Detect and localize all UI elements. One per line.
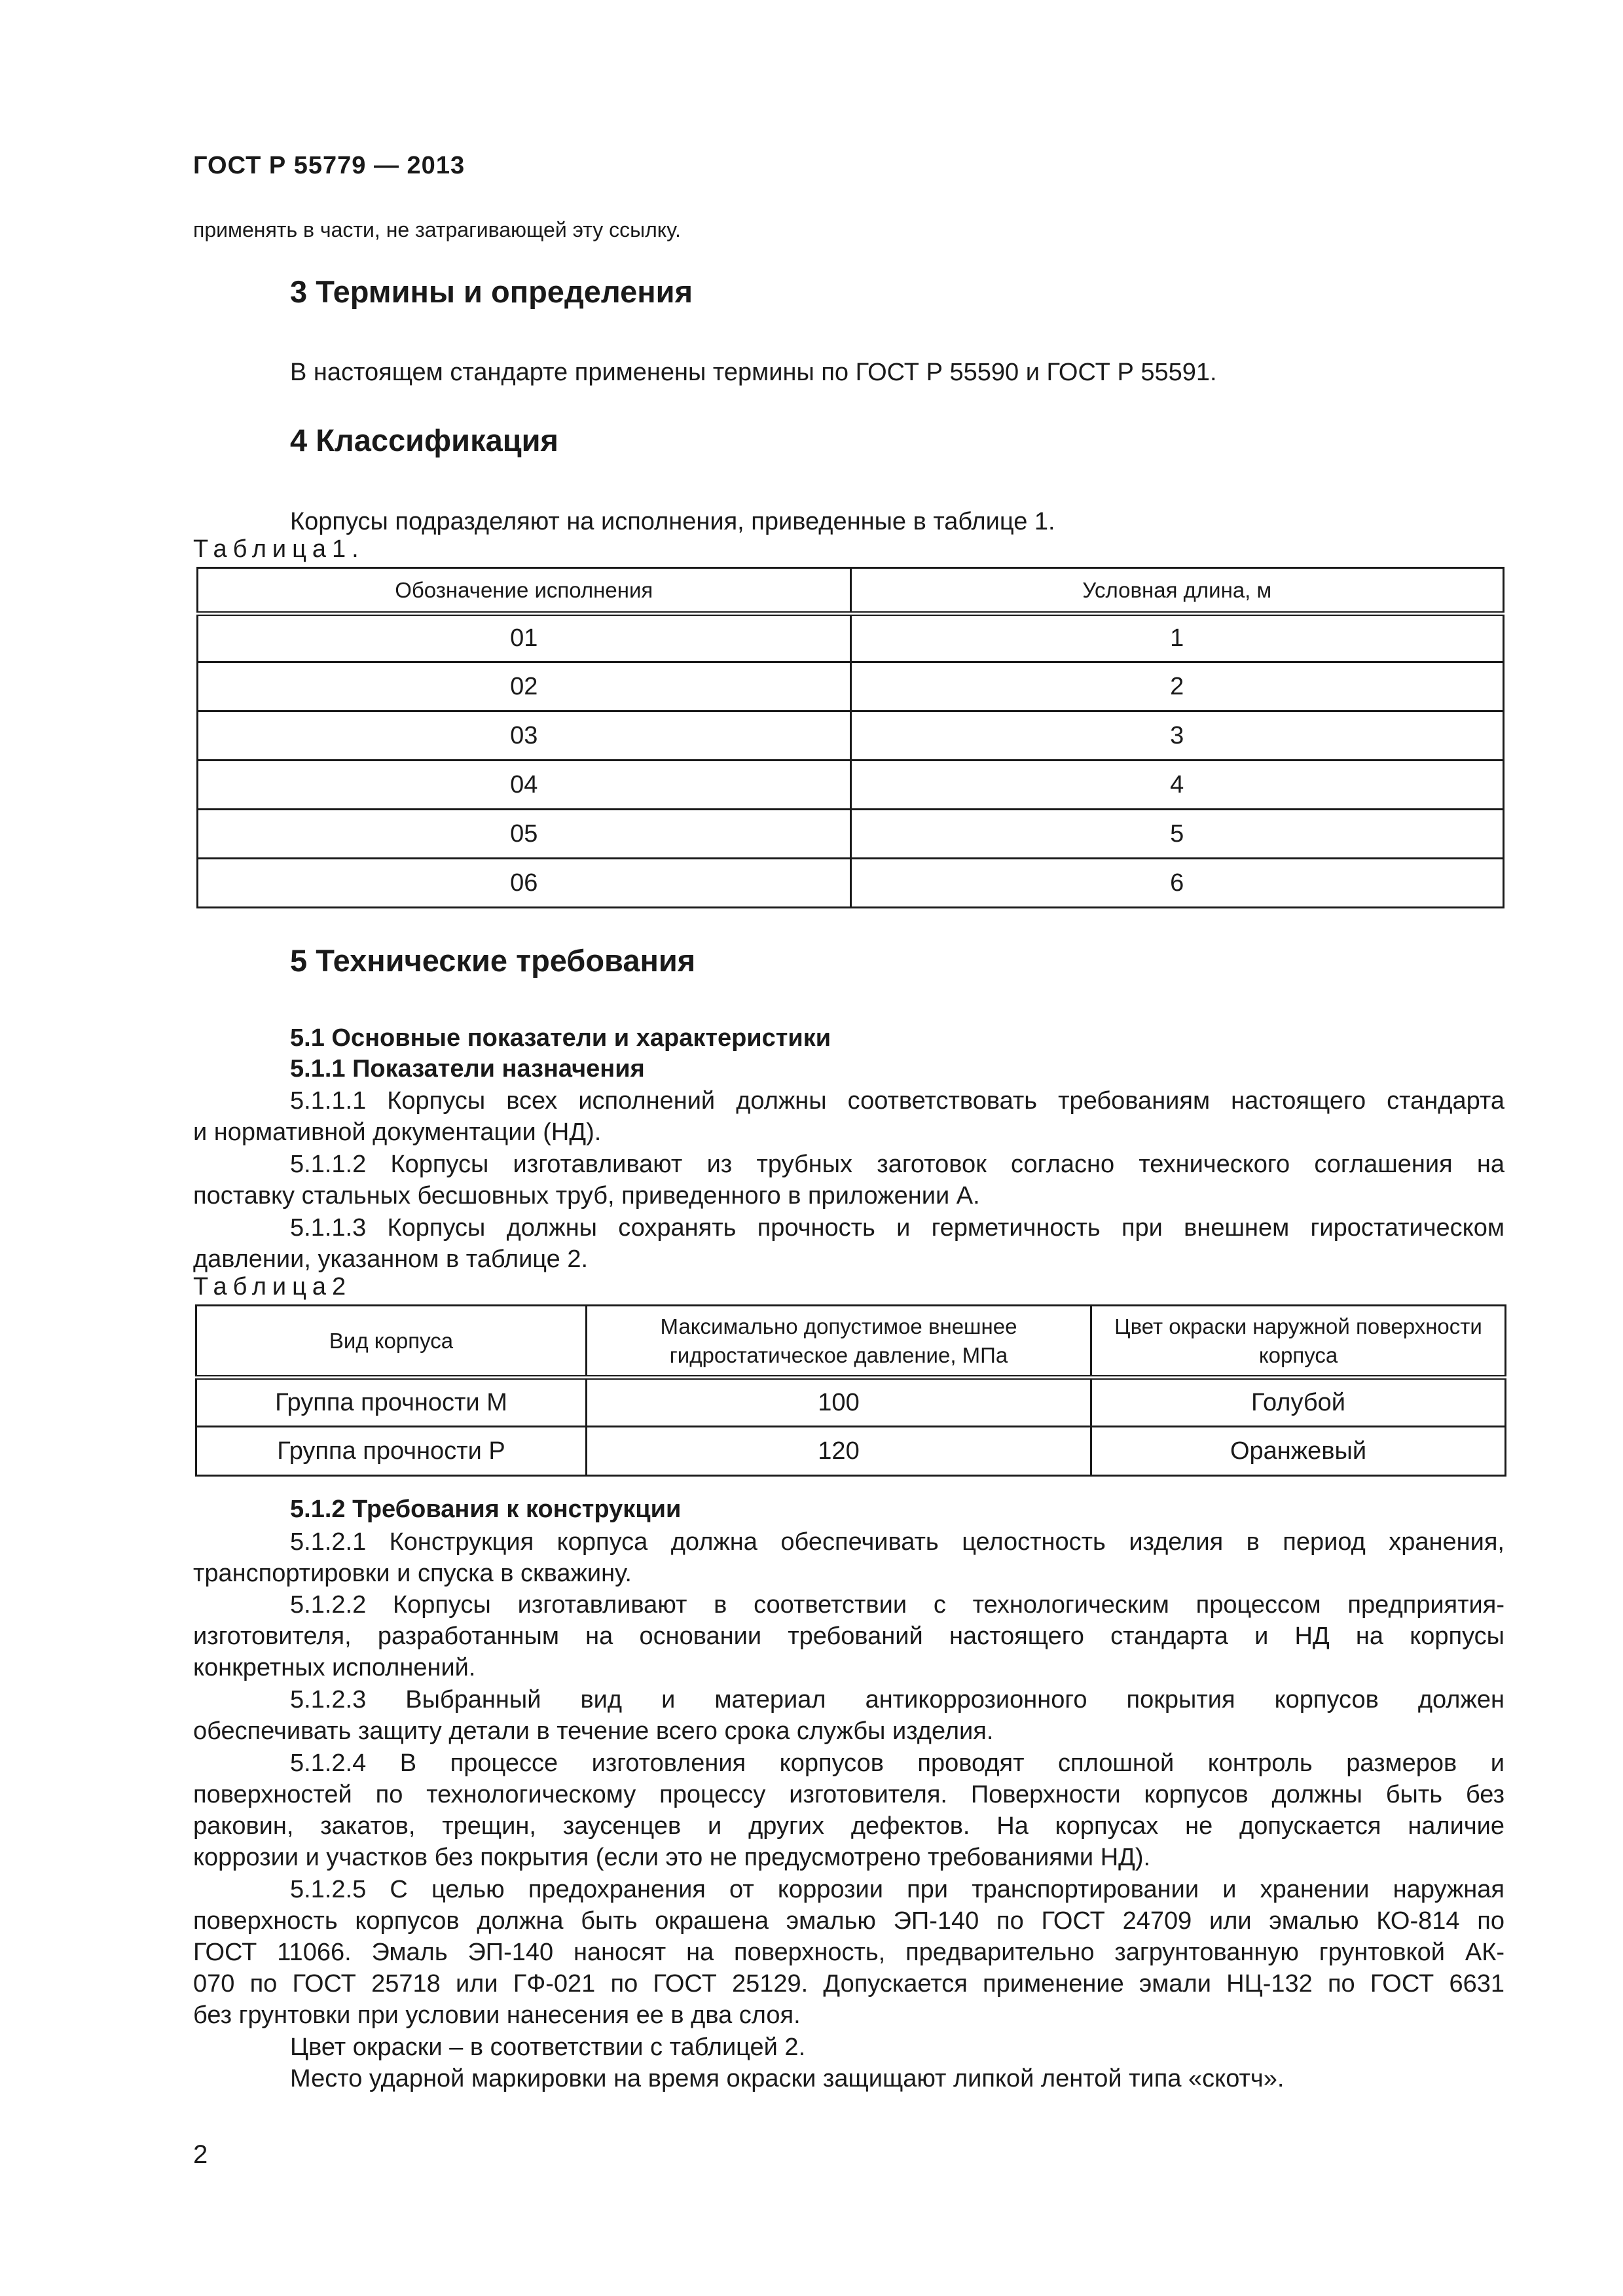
table-1-header-cell: Условная длина, м — [850, 568, 1504, 614]
paragraph-line: поставку стальных бесшовных труб, приведенного в приложении А. — [193, 1182, 980, 1210]
paragraph-line: изготовителя, разработанным на основании требований настоящего стандарта и НД на корпусы — [193, 1623, 1504, 1650]
paragraph-line: 5.1.2.1 Конструкция корпуса должна обеспечивать целостность изделия в период хранения, — [290, 1528, 1504, 1556]
table-cell: 100 — [587, 1378, 1091, 1427]
section-5-1-title: 5.1 Основные показатели и характеристики — [290, 1024, 831, 1052]
paragraph-line: 5.1.1.2 Корпусы изготавливают из трубных заготовок согласно технического соглашения на — [290, 1151, 1504, 1178]
paragraph-line: 5.1.2.4 В процессе изготовления корпусов проводят сплошной контроль размеров и — [290, 1749, 1504, 1777]
paragraph-line: давлении, указанном в таблице 2. — [193, 1246, 589, 1273]
table-2 — [195, 1304, 1506, 1477]
paragraph-line: 5.1.1.3 Корпусы должны сохранять прочность и герметичность при внешнем гиростатическом — [290, 1214, 1504, 1242]
table-cell: 6 — [850, 859, 1504, 908]
paragraph-line: и нормативной документации (НД). — [193, 1119, 602, 1146]
paragraph-line: 5.1.2.3 Выбранный вид и материал антикоррозионного покрытия корпусов должен — [290, 1686, 1504, 1713]
table-cell: Группа прочности Р — [196, 1427, 587, 1476]
section-4-title: 4 Классификация — [290, 423, 558, 457]
section-3-title: 3 Термины и определения — [290, 274, 693, 309]
paragraph-line: 070 по ГОСТ 25718 или ГФ-021 по ГОСТ 25129. Допускается применение эмали НЦ-132 по ГОСТ 6631 — [193, 1970, 1504, 1998]
table-cell: 01 — [198, 614, 851, 662]
marking-note: Место ударной маркировки на время окраски защищают липкой лентой типа «скотч». — [290, 2065, 1285, 2092]
table-row — [198, 859, 1504, 908]
paragraph-line: 5.1.2.2 Корпусы изготавливают в соответствии с технологическим процессом предприятия- — [290, 1591, 1504, 1619]
table-1-caption: Таблица1. — [193, 535, 365, 563]
table-cell: 3 — [850, 711, 1504, 761]
section-5-1-1-title: 5.1.1 Показатели назначения — [290, 1055, 645, 1083]
table-cell: 1 — [850, 614, 1504, 662]
table-row — [196, 1378, 1506, 1427]
table-row — [198, 614, 1504, 662]
table-cell: 120 — [587, 1427, 1091, 1476]
section-5-title: 5 Технические требования — [290, 943, 696, 978]
table-row — [198, 662, 1504, 711]
page-number: 2 — [193, 2140, 208, 2169]
table-cell: Оранжевый — [1091, 1427, 1506, 1476]
table-1 — [196, 567, 1504, 908]
paragraph-line: 5.1.2.5 С целью предохранения от коррозии при транспортировании и хранении наружная — [290, 1876, 1504, 1903]
table-cell: 04 — [198, 761, 851, 810]
paragraph-line: конкретных исполнений. — [193, 1654, 476, 1681]
table-1-header-cell: Обозначение исполнения — [198, 568, 851, 614]
color-note: Цвет окраски – в соответствии с таблицей 2. — [290, 2034, 806, 2061]
paragraph-line: коррозии и участков без покрытия (если это не предусмотрено требованиями НД). — [193, 1844, 1151, 1871]
document-header: ГОСТ Р 55779 — 2013 — [193, 152, 465, 179]
table-cell: 2 — [850, 662, 1504, 711]
table-2-header-cell: Цвет окраски наружной поверхности корпуса — [1091, 1306, 1506, 1378]
section-3-text: В настоящем стандарте применены термины по ГОСТ Р 55590 и ГОСТ Р 55591. — [290, 359, 1217, 386]
table-cell: 5 — [850, 810, 1504, 859]
table-2-caption: Таблица2 — [193, 1273, 352, 1300]
table-cell: Группа прочности М — [196, 1378, 587, 1427]
paragraph-line: раковин, закатов, трещин, заусенцев и других дефектов. На корпусах не допускается наличие — [193, 1812, 1504, 1840]
paragraph-line: без грунтовки при условии нанесения ее в два слоя. — [193, 2001, 801, 2029]
table-cell: 05 — [198, 810, 851, 859]
paragraph-line: поверхностей по технологическому процессу изготовителя. Поверхности корпусов должны быть без — [193, 1781, 1504, 1808]
table-cell: 03 — [198, 711, 851, 761]
paragraph-line: ГОСТ 11066. Эмаль ЭП-140 наносят на поверхность, предварительно загрунтованную грунтовкой АК- — [193, 1939, 1504, 1966]
paragraph-line: обеспечивать защиту детали в течение всего срока службы изделия. — [193, 1717, 994, 1745]
table-row — [198, 711, 1504, 761]
table-2-header-row — [196, 1306, 1506, 1378]
paragraph-line: транспортировки и спуска в скважину. — [193, 1560, 632, 1587]
intro-line: применять в части, не затрагивающей эту ссылку. — [193, 218, 681, 242]
table-cell: 02 — [198, 662, 851, 711]
table-1-header-row — [198, 568, 1504, 614]
table-cell: Голубой — [1091, 1378, 1506, 1427]
table-2-header-cell: Вид корпуса — [196, 1306, 587, 1378]
table-row — [198, 761, 1504, 810]
table-2-header-cell: Максимально допустимое внешнее гидростатическое давление, МПа — [587, 1306, 1091, 1378]
section-4-text: Корпусы подразделяют на исполнения, приведенные в таблице 1. — [290, 508, 1055, 535]
table-row — [196, 1427, 1506, 1476]
section-5-1-2-title: 5.1.2 Требования к конструкции — [290, 1496, 682, 1523]
table-row — [198, 810, 1504, 859]
paragraph-line: 5.1.1.1 Корпусы всех исполнений должны соответствовать требованиям настоящего стандарта — [290, 1087, 1504, 1115]
table-cell: 06 — [198, 859, 851, 908]
table-cell: 4 — [850, 761, 1504, 810]
paragraph-line: поверхность корпусов должна быть окрашена эмалью ЭП-140 по ГОСТ 24709 или эмалью КО-814 по — [193, 1907, 1504, 1935]
